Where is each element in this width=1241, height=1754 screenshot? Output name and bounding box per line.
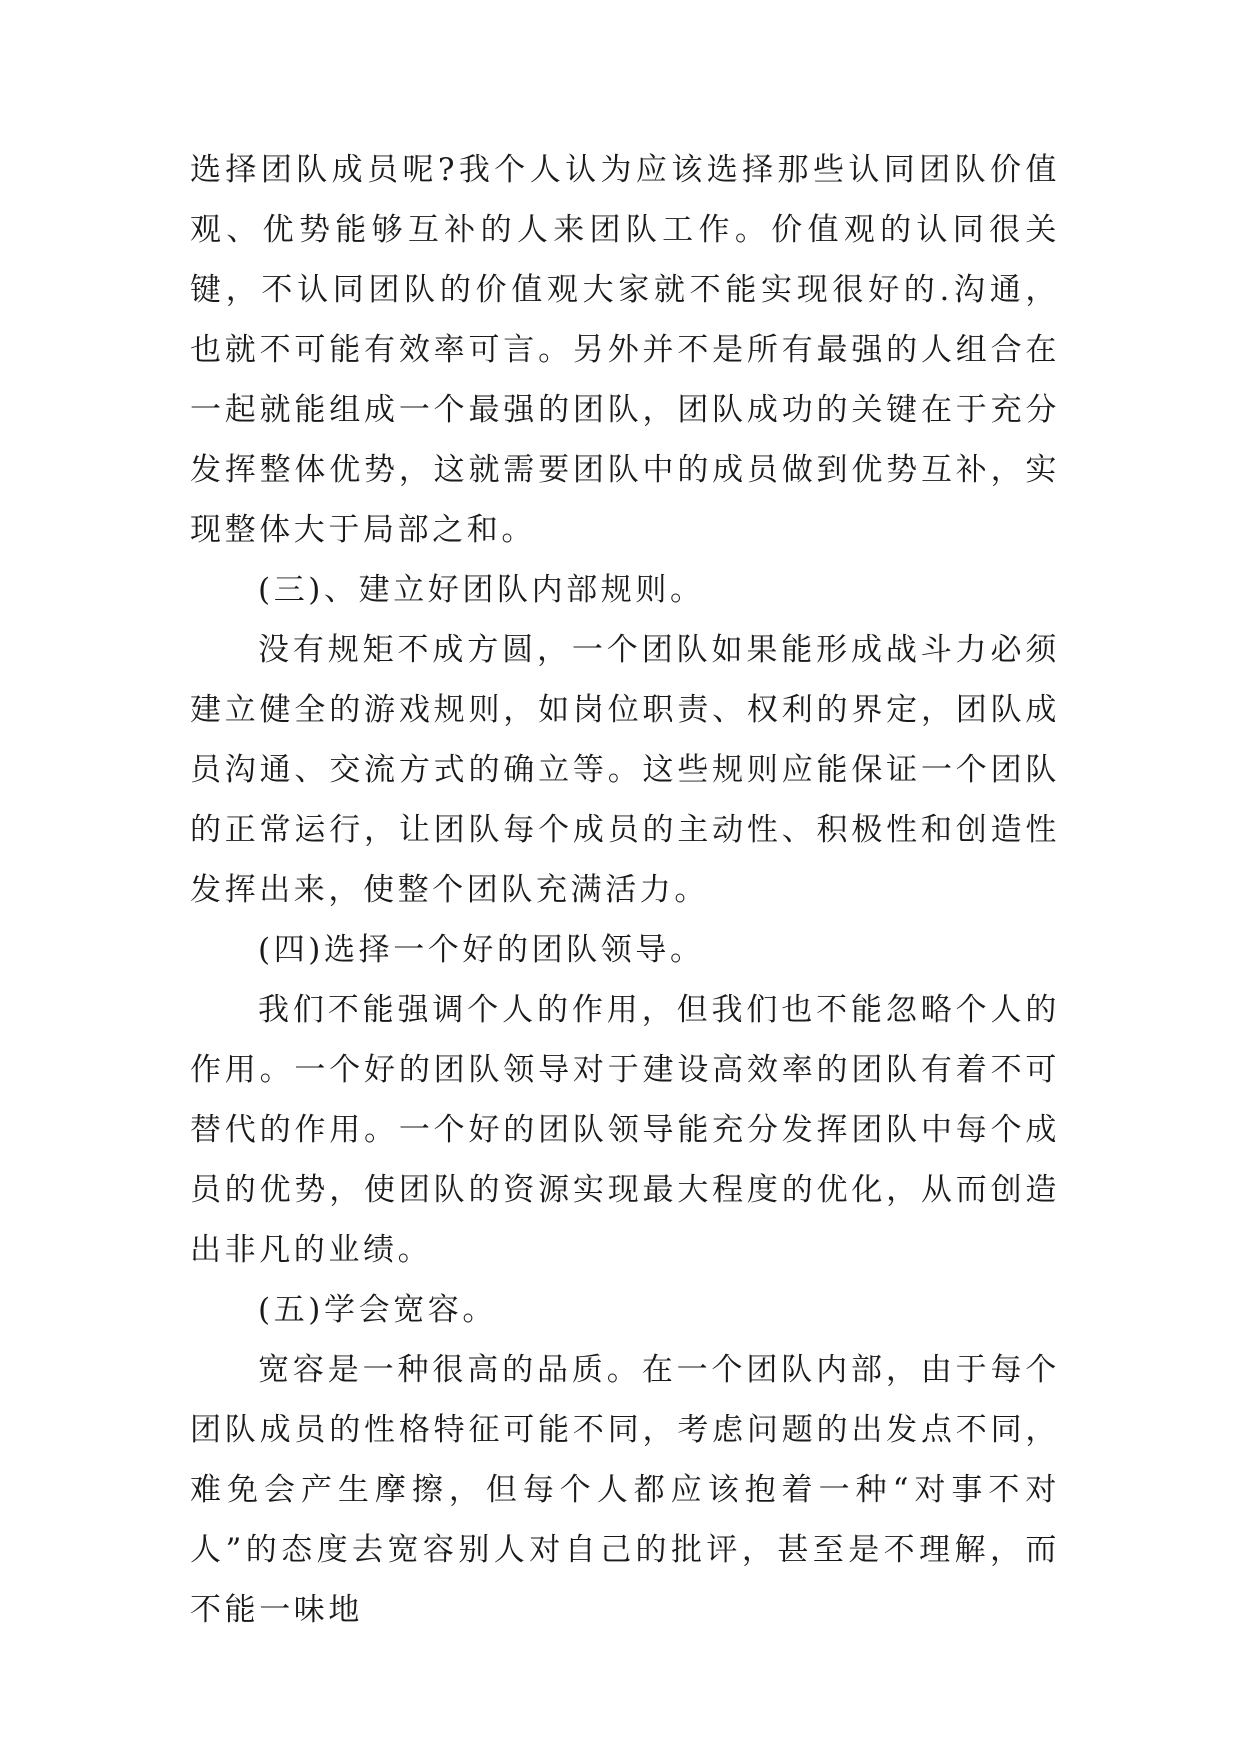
paragraph-team-leader: 我们不能强调个人的作用，但我们也不能忽略个人的作用。一个好的团队领导对于建设高效率的团队有着不可替代的作用。一个好的团队领导能充分发挥团队中每个成员的优势，使团队的资源实现最大程度的优化，从而创造出非凡的业绩。 (190, 992, 1060, 1268)
document-body (190, 140, 1060, 1640)
paragraph-team-member-selection: 选择团队成员呢?我个人认为应该选择那些认同团队价值观、优势能够互补的人来团队工作。价值观的认同很关键，不认同团队的价值观大家就不能实现很好的.沟通，也就不可能有效率可言。另外并不是所有最强的人组合在一起就能组成一个最强的团队，团队成功的关键在于充分发挥整体优势，这就需要团队中的成员做到优势互补，实现整体大于局部之和。 (190, 152, 1060, 548)
heading-internal-rules: (三)、建立好团队内部规则。 (258, 572, 705, 608)
heading-team-leader: (四)选择一个好的团队领导。 (258, 932, 705, 968)
paragraph-internal-rules: 没有规矩不成方圆，一个团队如果能形成战斗力必须建立健全的游戏规则，如岗位职责、权利的界定，团队成员沟通、交流方式的确立等。这些规则应能保证一个团队的正常运行，让团队每个成员的主动性、积极性和创造性发挥出来，使整个团队充满活力。 (190, 632, 1060, 908)
heading-tolerance: (五)学会宽容。 (258, 1292, 497, 1328)
paragraph-tolerance: 宽容是一种很高的品质。在一个团队内部，由于每个团队成员的性格特征可能不同，考虑问题的出发点不同，难免会产生摩擦，但每个人都应该抱着一种“对事不对人”的态度去宽容别人对自己的批评，甚至是不理解，而不能一味地 (190, 1352, 1060, 1628)
